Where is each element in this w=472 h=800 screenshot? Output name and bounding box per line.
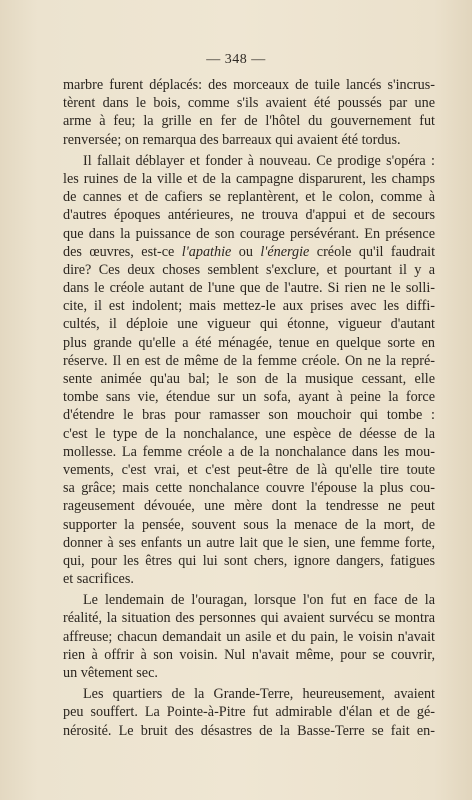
text-line: et sacrifices. xyxy=(63,571,134,588)
text-line: sa grâce; mais cette nonchalance couvre l'épouse la plus cou- xyxy=(63,480,435,497)
text-line: mollesse. La femme créole a de la nonchalance dans les mou- xyxy=(63,443,435,460)
text-line: dire? Ces deux choses semblent s'exclure, et pourtant il y a xyxy=(63,261,435,278)
text-line: sente animée qu'au bal; le son de la musique cessant, elle xyxy=(63,371,435,387)
text-line: cite, il est indolent; mais mettez-le aux prises avec les diffi- xyxy=(63,298,435,315)
text-line: plus grande qu'elle a été ménagée, tenue en quelque sorte en xyxy=(63,334,435,351)
text-line: réserve. Il en est de même de la femme créole. On ne la repré- xyxy=(63,352,435,369)
text-line: un vêtement sec. xyxy=(63,665,158,681)
page-number: — 348 — xyxy=(206,52,266,67)
text-line: tèrent dans le bois, comme s'ils avaient été poussés par une xyxy=(63,95,435,112)
text-line: de cannes et de cafiers se replantèrent, et le colon, comme à xyxy=(63,189,435,206)
text-line: qui, pour les êtres qui lui sont chers, ignore dangers, fatigues xyxy=(63,552,435,569)
text-line: que dans la puissance de son courage persévérant. En présence xyxy=(63,225,435,242)
text-line: Les quartiers de la Grande-Terre, heureusement, avaient xyxy=(83,686,435,703)
body-text xyxy=(63,76,435,740)
text-line: arme à feu; la grille en fer de l'hôtel du gouvernement fut xyxy=(63,113,435,130)
text-line: affreuse; chacun demandait un asile et du pain, le voisin n'avait xyxy=(63,628,435,645)
emphasis-word: l'énergie xyxy=(260,243,310,260)
text-line: rageusement dévouée, une mère dont la tendresse ne peut xyxy=(63,498,435,515)
text-line: d'étendre le bras pour ramasser son mouchoir qui tombe : xyxy=(63,407,435,424)
text-line: donner à ses enfants un autre lait que le sien, une femme forte, xyxy=(63,534,435,551)
text-line: dans le créole autant de l'une que de l'autre. Si rien ne le solli- xyxy=(63,280,435,297)
text-line: vements, c'est vrai, et c'est peut-être de là qu'elle tire toute xyxy=(63,461,435,478)
text-line: cultés, il déploie une vigueur qui étonne, vigueur d'autant xyxy=(63,316,435,333)
emphasis-word: l'apathie xyxy=(181,243,232,260)
text-line: renversée; on remarqua des barreaux qui avaient été tordus. xyxy=(63,131,401,148)
text-line: des œuvres, est-ce l'apathie ou l'énergie créole qu'il faudrait xyxy=(63,243,436,260)
text-line: tombe sans vie, étendue sur un sofa, ayant à peine la force xyxy=(63,389,435,406)
text-line: Le lendemain de l'ouragan, lorsque l'on fut en face de la xyxy=(83,592,435,609)
text-line: supporter la pensée, souvent sous la menace de la mort, de xyxy=(63,516,435,533)
text-line: nérosité. Le bruit des désastres de la Basse-Terre se fait en- xyxy=(63,722,435,739)
text-line: d'autres époques antérieures, ne trouva d'appui et de secours xyxy=(63,207,435,224)
text-line: c'est le type de la nonchalance, une espèce de déesse de la xyxy=(63,425,435,442)
text-line: marbre furent déplacés: des morceaux de tuile lancés s'incrus- xyxy=(63,77,435,93)
text-line: peu souffert. La Pointe-à-Pitre fut admirable d'élan et de gé- xyxy=(63,704,435,721)
text-line: rien à offrir à son voisin. Nul n'avait même, pour se couvrir, xyxy=(63,646,435,663)
text-line: les ruines de la ville et de la campagne disparurent, les champs xyxy=(63,170,435,187)
text-line: Il fallait déblayer et fonder à nouveau. Ce prodige s'opéra : xyxy=(83,152,435,169)
text-line: réalité, la situation des personnes qui avaient survécu se montra xyxy=(63,610,435,627)
